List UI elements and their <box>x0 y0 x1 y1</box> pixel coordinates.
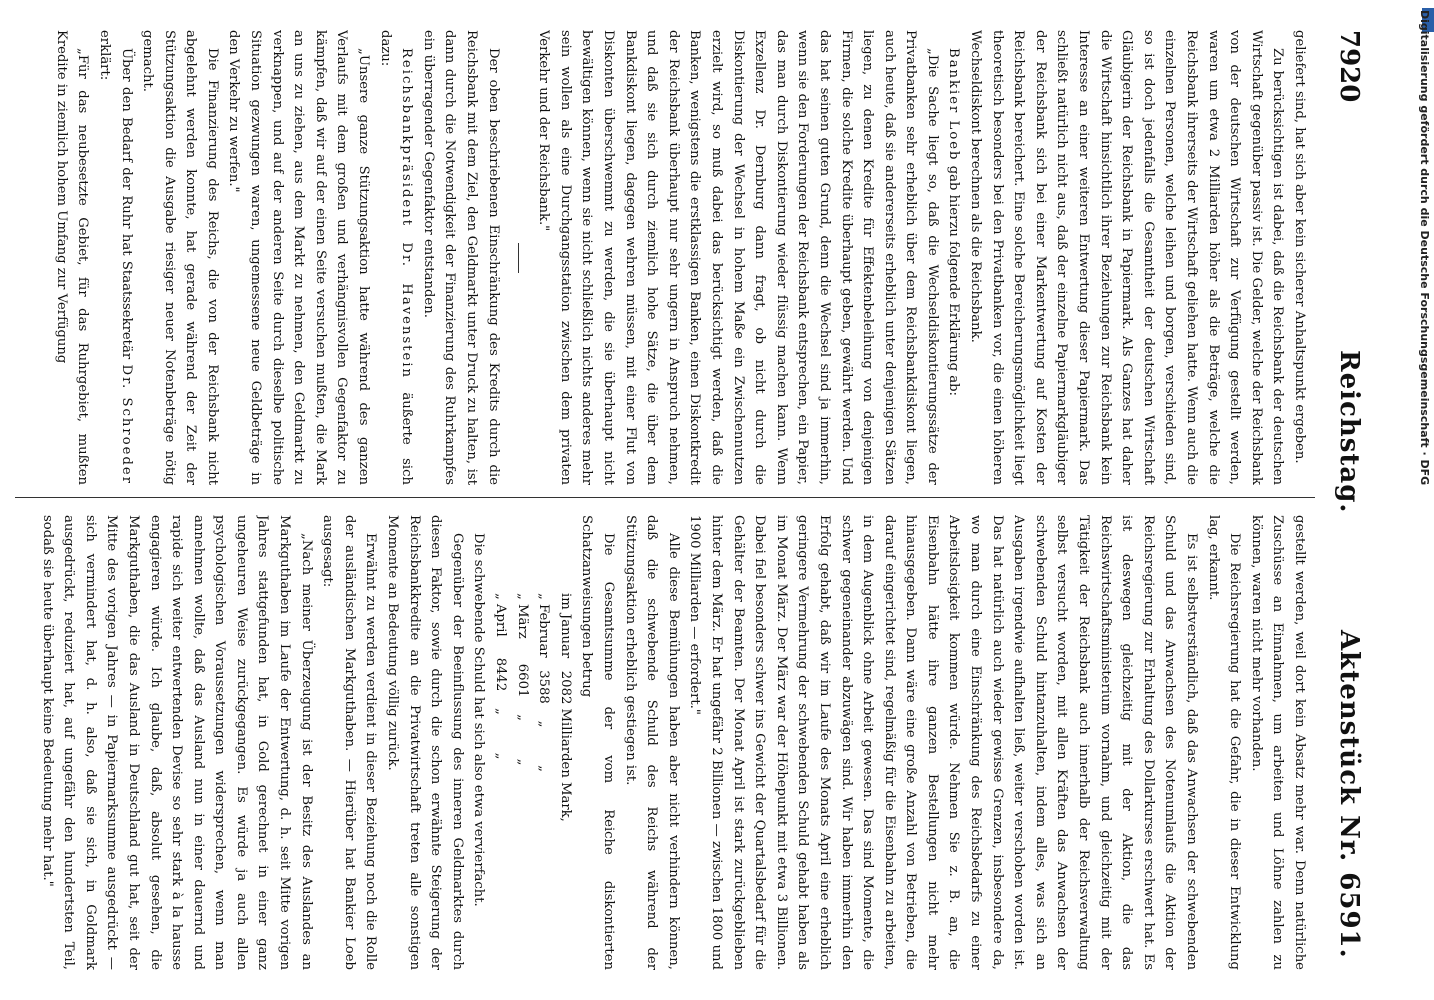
paragraph <box>93 30 136 485</box>
table-row: „ April 8442 „ „ <box>493 593 509 760</box>
paragraph: „Die Sache liegt so, daß die Wechseldiskontierungssätze der Privatbanken sehr erheblich über dem Reichsbankdiskont liegen, auch heute, daß sie andererseits erheblich unter denjenigen Sätzen liegen, zu denen Kredite für Effektenbeleihung von denjenigen Firmen, die solche Kredite überhaupt geben, gewährt werden. Und das hat seinen guten Grund, denn die Wechsel sind ja immerhin, wenn sie den Forderungen der Reichsbank entsprechen, ein Papier, das man durch Diskontierung wieder flüssig machen kann. Wenn Exzellenz Dr. Dernburg dann fragt, ob nicht durch die Diskontierung der Wechsel in hohem Maße ein Zwischennutzen erzielt wird, so muß dabei das berücksichtigt werden, daß die Banken, wenigstens die erstklassigen Banken, einen Diskontkredit der Reichsbank überhaupt nur sehr ungern in Anspruch nehmen, und daß sie sich durch ziemlich hohe Sätze, die über dem Bankdiskont liegen, dagegen wehren müssen, mit einer Flut von Diskonten überschwemmt zu werden, die sie überhaupt nicht bewältigen können, wenn sie nicht schließlich nichts anderes mehr sein wollen als eine Durchgangsstation zwischen dem privaten Verkehr und der Reichsbank." <box>536 30 940 485</box>
paragraph: geliefert sind, hat sich aber kein sicherer Anhaltspunkt ergeben. <box>1292 30 1307 464</box>
digitization-note <box>1415 10 1433 990</box>
paragraph: Die schwebende Schuld hat sich also etwa vervierfacht. <box>471 533 487 907</box>
paragraph: Die Gesamtsumme der vom Reiche diskontierten Schatzanweisungen betrug <box>579 515 616 970</box>
speaker-name: Bankier Loeb <box>946 48 962 162</box>
table-row: „ Februar 3588 „ „ <box>536 593 552 772</box>
paragraph-text: erklärt: <box>96 30 112 81</box>
section-separator <box>518 243 519 273</box>
speaker-name: Reichsbankpräsident Dr. Havenstein <box>399 48 415 380</box>
right-column <box>20 515 1310 970</box>
paragraph: Erwähnt zu werden verdient in dieser Beziehung noch die Rolle der ausländischen Markguthaben. — Hierüber hat Bankier Loeb ausgesagt: <box>320 515 379 970</box>
table-row: im Januar 2082 Milliarden Mark, <box>557 593 573 822</box>
paragraph-text: äußerte sich dazu: <box>377 30 415 485</box>
paragraph: „Nach meiner Überzeugung ist der Besitz des Auslandes an Markguthaben im Laufe der Entwertung, d. h. seit Mitte vorigen Jahres stattgefunden hat, in Gold gerechnet in einer ganz ungeheuren Weise zurückgegangen. Es würde ja auch allen psychologischen Voraussetzungen widersprechen, wenn man annehmen wollte, daß das Ausland nun in einer dauernd und rapide sich weiter entwertenden Devise so sehr stark à la hausse engagieren würde. Ich glaube, daß, absolut gesehen, die Markguthaben, die das Ausland in Deutschland gut hat, seit der Mitte des vorigen Jahres — in Papiermarksumme ausgedrückt — sich vermindert hat, d. h. also, daß sie sich, in Goldmark ausgedrückt, reduziert hat, auf ungefähr den hundertsten Teil, sodaß sie heute überhaupt keine Bedeutung mehr hat." <box>39 515 314 970</box>
paragraph-text: gab hierzu folgende Erklärung ab: <box>946 165 962 396</box>
paragraph-text: Über den Bedarf der Ruhr hat Staatssekretär <box>118 48 134 360</box>
paragraph: Die Finanzierung des Reichs, die von der Reichsbank nicht abgelehnt werden konnte, hat gerade während der Zeit der Stützungsaktion die Ausgabe riesiger neuer Notenbeträge nötig gemacht. <box>140 30 220 485</box>
paragraph: Alle diese Bemühungen haben aber nicht verhindern können, daß die schwebende Schuld des Reichs während der Stützungsaktion erheblich gestiegen ist. <box>622 515 681 970</box>
page-header <box>1324 30 1364 970</box>
header-title-left: Reichstag. <box>1334 350 1364 514</box>
table-row: „ März 6601 „ „ <box>514 593 530 766</box>
paragraph: Gegenüber der Beeinflussung des inneren Geldmarktes durch diesen Faktor, sowie durch die schon erwähnte Steigerung der Reichsbankkredite an die Privatwirtschaft treten alle sonstigen Momente an Bedeutung völlig zurück. <box>385 515 465 970</box>
page-number: 7920 <box>1334 30 1364 103</box>
left-column <box>20 30 1310 485</box>
paragraph: Der oben beschriebenen Einschränkung des Kredits durch die Reichsbank mit dem Ziel, den Geldmarkt unter Druck zu halten, ist dann durch die Notwendigkeit der Finanzierung des Ruhrkampfes ein überragender Gegenfaktor entstanden. <box>420 30 501 485</box>
paragraph <box>943 30 965 485</box>
paragraph: gestellt werden, weil dort kein Absatz mehr war. Denn natürliche Zuschüsse an Einnahmen, um arbeiten und Löhne zahlen zu können, waren nicht mehr vorhanden. <box>1248 515 1307 970</box>
paragraph: Zu berücksichtigen ist dabei, daß die Reichsbank der deutschen Wirtschaft gegenüber passiv ist. Die Gelder, welche der Reichsbank von der deutschen Wirtschaft zur Verfügung gestellt werden, waren um etwa 2 Milliarden höher als die Beträge, welche die Reichsbank ihrerseits der Wirtschaft geliehen hatte. Wenn auch die einzelnen Personen, welche leihen und borgen, verschieden sind, so ist doch jedenfalls die Gesamtheit der deutschen Wirtschaft Gläubigerin der Reichsbank in Papiermark. Als Ganzes hat daher die Wirtschaft hinsichtlich ihrer Beziehungen zur Reichsbank kein Interesse an einer weiteren Entwertung dieser Papiermark. Das schließt natürlich nicht aus, daß der einzelne Papiermarkgläubiger der Reichsbank sich bei einer Markentwertung auf Kosten der Reichsbank bereichert. Eine solche Bereicherungsmöglichkeit liegt theoretisch besonders bei den Privatbanken vor, die einen höheren Wechseldiskont berechnen als die Reichsbank. <box>968 30 1286 485</box>
paragraph: „Unsere ganze Stützungsaktion hatte während des ganzen Verlaufs mit dem großen und verhängnisvollen Gegenfaktor zu kämpfen, daß wir auf der einen Seite versuchen mußten, die Mark an uns zu ziehen, aus dem Markt zu nehmen, den Geldmarkt zu verknappen, und auf der anderen Seite durch dieselbe politische Situation gezwungen waren, ungemessene neue Geldbeträge in den Verkehr zu werfen." <box>226 30 372 485</box>
speaker-name: Dr. Schroeder <box>118 364 134 485</box>
paragraph: „Für das neubesetzte Gebiet, für das Ruhrgebiet, mußten Kredite in ziemlich hohem Umfang zur Verfügung <box>53 30 91 485</box>
paragraph: Es ist selbstverständlich, daß das Anwachsen der schwebenden Schuld und das Anwachsen des Notenumlaufs die Aktion der Reichsregierung zur Erhaltung des Dollarkurses erschwert hat. Es ist deswegen gleichzeitig mit der Aktion, die das Reichswirtschaftsministerium vornahm, und gleichzeitig mit der Tätigkeit der Reichsbank auch innerhalb der Reichsverwaltung selbst versucht worden, mit allen Kräften das Anwachsen der schwebenden Schuld hintanzuhalten, indem alles, was sich an Ausgaben irgendwie aufhalten ließ, weiter verschoben worden ist. Das hat natürlich auch wieder gewisse Grenzen, insbesondere da, wo man durch eine Einschränkung des Reichsbedarfs zu einer Arbeitslosigkeit kommen würde. Nehmen Sie z. B. an, die Eisenbahn hätte ihre ganzen Bestellungen nicht mehr hinausgegeben. Dann wäre eine große Anzahl von Betrieben, die darauf eingerichtet sind, regelmäßig für die Eisenbahn zu arbeiten, in dem Augenblick ohne Arbeit gewesen. Das sind Momente, die schwer gegeneinander abzuwägen sind. Wir haben immerhin den Erfolg gehabt, daß wir im Laufe des Monats April eine erheblich geringere Vermehrung der schwebenden Schuld gehabt haben als im Monat März. Der März war der Höhepunkt mit etwa 3 Billionen. Dabei fiel besonders schwer ins Gewicht der Quartalsbedarf für die Gehälter der Beamten. Der Monat April ist stark zurückgeblieben hinter dem März. Er hat ungefähr 2 Billionen — zwischen 1800 und 1900 Milliarden — erfordert." <box>687 515 1200 970</box>
paragraph <box>374 30 417 485</box>
digitization-note-text: Digitalisierung gefördert durch die Deutsche Forschungsgemeinschaft · DFG <box>1418 10 1431 486</box>
column-divider <box>15 497 1315 498</box>
header-title-right: Aktenstück Nr. 6591. <box>1334 630 1364 959</box>
paragraph: Die Reichsregierung hat die Gefahr, die in dieser Entwicklung lag, erkannt. <box>1205 515 1243 970</box>
